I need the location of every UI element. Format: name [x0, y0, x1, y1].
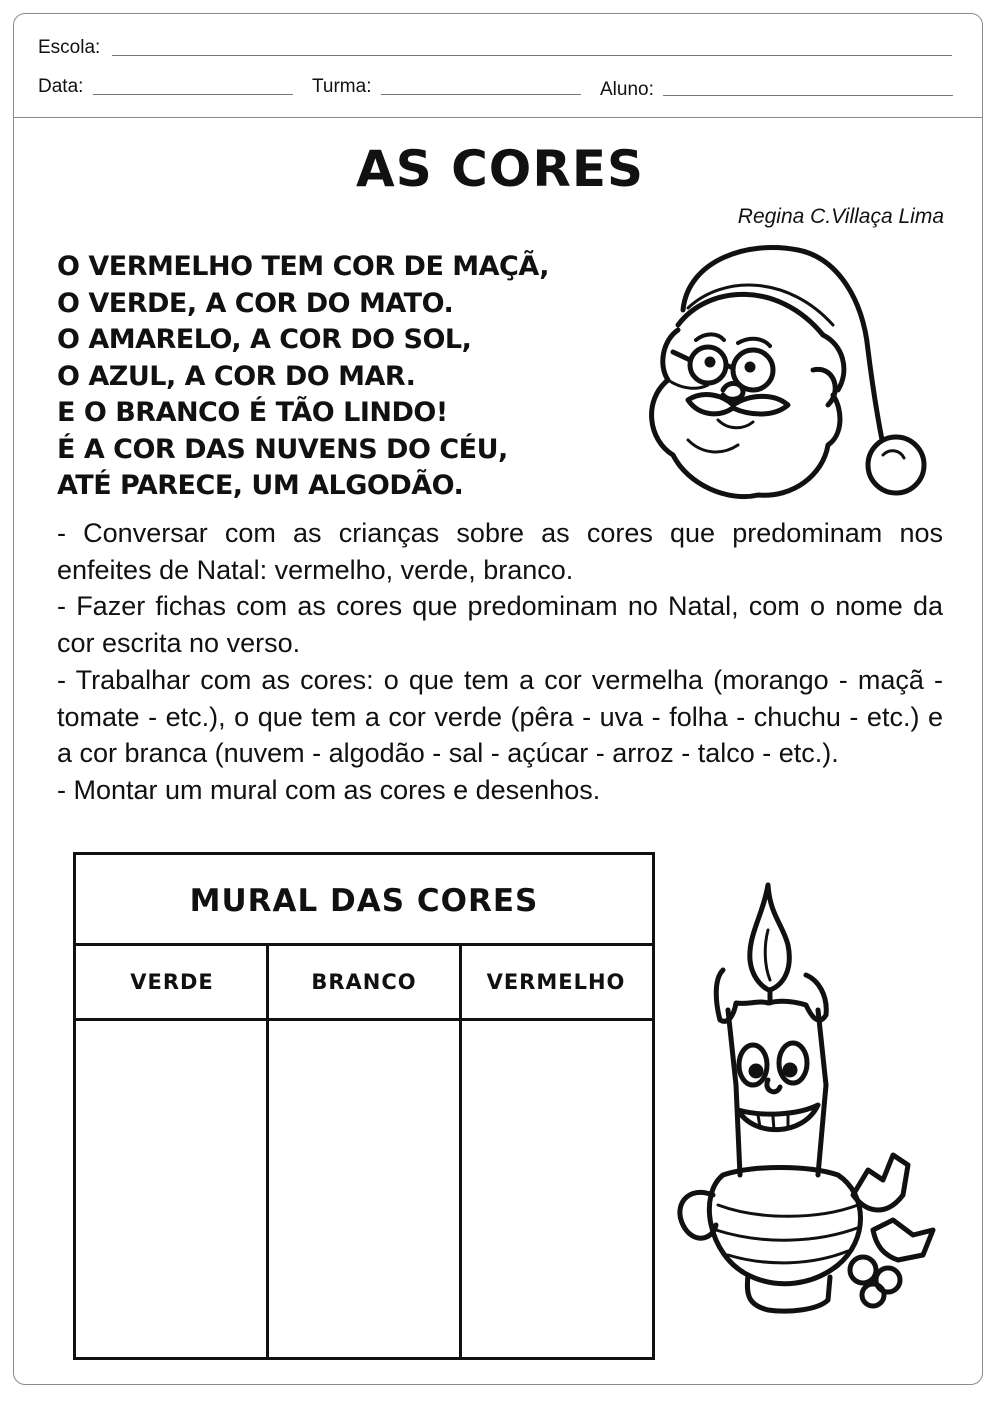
- christmas-candle-icon: [668, 875, 938, 1335]
- poem-line: O VERMELHO TEM COR DE MAÇÃ,: [57, 251, 550, 282]
- column-header-verde: VERDE: [76, 946, 268, 1021]
- instruction-item: - Fazer fichas com as cores que predominam no Natal, com o nome da cor escrita no verso.: [57, 591, 943, 659]
- poem-line: O VERDE, A COR DO MATO.: [57, 287, 454, 319]
- poem-line: ATÉ PARECE, UM ALGODÃO.: [57, 470, 464, 501]
- class-field-line[interactable]: [381, 94, 581, 95]
- page-title: AS CORES: [356, 140, 644, 198]
- mural-table: [73, 852, 655, 1360]
- date-field-line[interactable]: [93, 94, 293, 95]
- instruction-item: - Montar um mural com as cores e desenhos.: [57, 774, 601, 805]
- student-label: Aluno:: [600, 79, 654, 100]
- instructions: [57, 515, 943, 809]
- poem-line: E O BRANCO É TÃO LINDO!: [57, 397, 448, 428]
- date-label: Data:: [38, 76, 84, 97]
- instruction-item: - Trabalhar com as cores: o que tem a cor vermelha (morango - maçã - tomate - etc.), o que tem a cor verde (pêra - uva - folha - chuchu - etc.) e a cor branca (nuvem - algodão - sal - açúcar - arroz - talco - etc.).: [57, 664, 943, 769]
- column-divider: [266, 943, 269, 1357]
- student-field-line[interactable]: [663, 95, 953, 96]
- poem-line: É A COR DAS NUVENS DO CÉU,: [57, 433, 508, 465]
- class-label: Turma:: [312, 76, 372, 97]
- school-field-line[interactable]: [112, 55, 952, 56]
- column-divider: [459, 943, 462, 1357]
- column-header-branco: BRANCO: [268, 946, 460, 1021]
- instruction-item: - Conversar com as crianças sobre as cores que predominam nos enfeites de Natal: vermelho, verde, branco.: [57, 518, 943, 585]
- header-separator: [13, 117, 983, 118]
- poem: [57, 249, 637, 505]
- column-header-vermelho: VERMELHO: [460, 946, 652, 1021]
- mural-title: MURAL DAS CORES: [76, 855, 652, 946]
- santa-claus-face-icon: [628, 240, 933, 510]
- school-label: Escola:: [38, 37, 101, 58]
- poem-line: O AZUL, A COR DO MAR.: [57, 360, 416, 392]
- poem-line: O AMARELO, A COR DO SOL,: [57, 324, 472, 355]
- author: Regina C.Villaça Lima: [737, 205, 944, 228]
